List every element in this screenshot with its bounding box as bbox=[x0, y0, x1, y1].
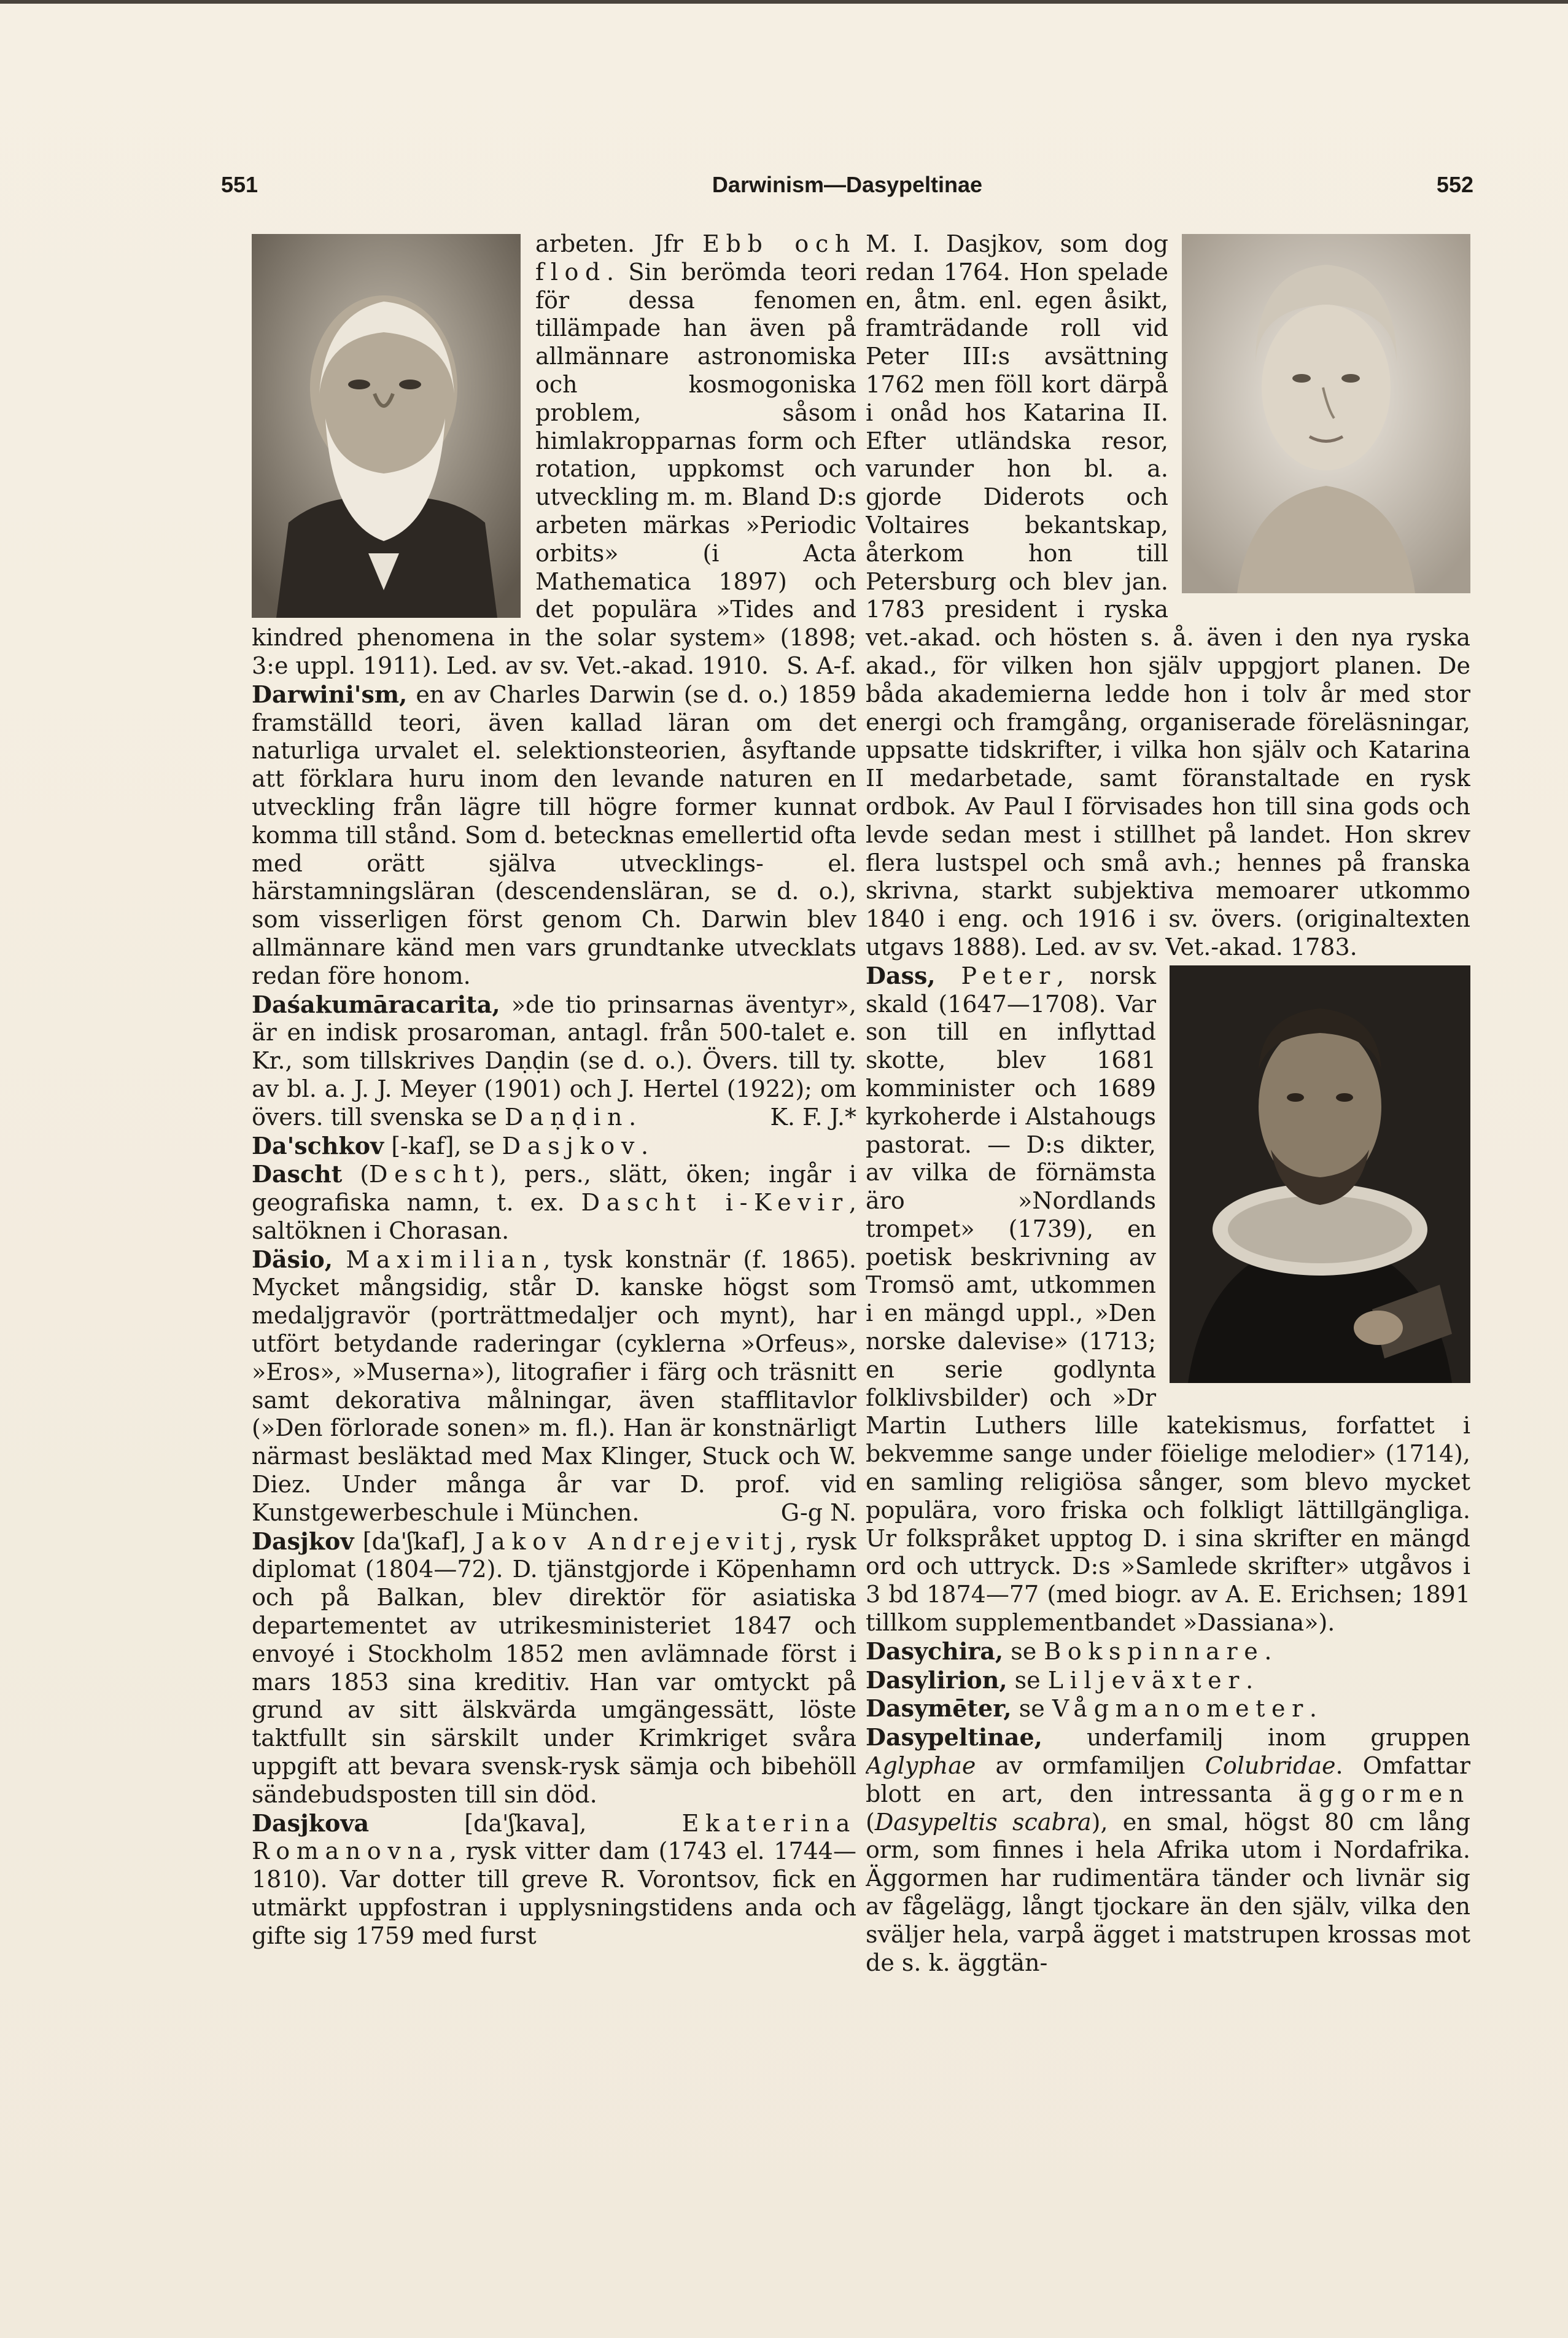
entry-dasypeltinae: Dasypeltinae, underfamilj inom gruppen Aglyphae av ormfamiljen Colubridae. Omfattar blott en art, den intressanta äggormen (Dasypeltis scabra), en smal, högst 80 cm lång orm, som finnes i hela Afrika utom i Nordafrika. Äggormen har rudimentära tänder och livnär sig av fågelägg, långt tjockare än den själv, vilka den sväljer hela, varpå ägget i matstrupen krossas mot de s. k. äggtän- bbox=[866, 1723, 1470, 1976]
headword: Dasylirion, bbox=[866, 1666, 1007, 1694]
entry-daschkov: Da'schkov [-kaf], se Dasjkov. bbox=[252, 1131, 649, 1159]
entry-dasymeter: Dasymēter, se Vågmanometer. bbox=[866, 1694, 1318, 1723]
entry-dasakumaracarita: Daśakumāracarita, »de tio prinsarnas äventyr», är en indisk prosaroman, antagl. från 500-talet e. Kr., som tillskrives Daṇḍin (se d. o.). Övers. till ty. av bl. a. J. J. Meyer (1901) och J. Hertel (1922); om övers. till svenska se Daṇḍin. K. F. J.* bbox=[252, 990, 856, 1131]
top-edge-rule bbox=[0, 0, 1568, 4]
entry-dasjkova: Dasjkova [da'ʃkava], Ekaterina Romanovna, rysk vitter dam (1743 el. 1744—1810). Var dotter till greve R. Vorontsov, fick en utmärkt uppfostran i upplysningstidens anda och gifte sig 1759 med furst bbox=[252, 1809, 856, 1949]
entry-dascht: Dascht (Descht), pers., slätt, öken; ingår i geografiska namn, t. ex. Dascht i-Kevir, saltöknen i Chorasan. bbox=[252, 1160, 856, 1244]
portrait-elderly-bearded-man bbox=[252, 234, 521, 618]
signature: S. A-f. bbox=[786, 652, 856, 679]
headword: Dascht bbox=[252, 1160, 343, 1188]
headword: Daśakumāracarita, bbox=[252, 990, 500, 1018]
portrait-woman-dasjkova bbox=[1182, 234, 1470, 593]
cross-reference: Bokspinnare bbox=[1044, 1637, 1265, 1665]
entry-dasjkov: Dasjkov [da'ʃkaf], Jakov Andrejevitj, rysk diplomat (1804—72). D. tjänstgjorde i Köpenhamn och på Balkan, blev direktör för asiatiska departementet av utrikesministeriet 1847 och envoyé i Stockholm 1852 men avlämnade först i mars 1853 sina kreditiv. Han var omtyckt på grund av sitt älskvärda umgängessätt, löste taktfullt sin särskilt under Krimkriget svåra uppgift att bevara svensk-rysk sämja och bibehöll sändebudsposten till sin död. bbox=[252, 1527, 856, 1808]
entry-continuation-dasjkova: M. I. Dasjkov, som dog redan 1764. Hon spelade en, åtm. enl. egen åsikt, framträdande roll vid Peter III:s avsättning 1762 men föll kort därpå i onåd hos Katarina II. Efter utländska resor, varunder hon bl. a. gjorde Diderots och Voltaires bekantskap, återkom hon till Petersburg och blev jan. 1783 president i ryska vet.-akad. och hösten s. å. även i den nya ryska akad., för vilken hon själv uppgjort planen. De båda akademierna ledde hon i tolv år med stor energi och framgång, organiserade föreläsningar, uppsatte tidskrifter, i vilka hon själv och Katarina II medarbetade, samt föranstaltade en rysk ordbok. Av Paul I förvisades hon till sina gods och levde sedan mest i stillhet på landet. Hon skrev flera lustspel och små avh.; hennes på franska skrivna, starkt subjektiva memoarer utkommo 1840 i eng. och 1916 i sv. övers. (originaltexten utgavs 1888). Led. av sv. Vet.-akad. 1783. bbox=[866, 230, 1470, 961]
headword: Dasjkova bbox=[252, 1809, 370, 1837]
cross-reference: Daṇḍin bbox=[504, 1103, 629, 1131]
page-number-right: 552 bbox=[1436, 172, 1473, 197]
running-title: Darwinism—Dasypeltinae bbox=[712, 172, 983, 197]
left-column bbox=[252, 230, 856, 2257]
headword: Dasjkov bbox=[252, 1527, 354, 1555]
entry-dass: Dass, Peter , norsk skald (1647—1708). Var son till en inflyttad skotte, blev 1681 komminister och 1689 kyrkoherde i Alstahougs pastorat. — D:s dikter, av vilka de förnämsta äro »Nordlands trompet» (1739), en poetisk beskrivning av Tromsö amt, utkommen i en mängd uppl., »Den norske dalevise» (1713; en serie godlynta folklivsbilder) och »Dr Martin Luthers lille katekismus, forfattet i bekvemme sange under föielige melodier» (1714), en samling religiösa sånger, som blevo mycket populära, voro friska och folkligt lättillgängliga. Ur folkspråket upptog D. i sina skrifter en mängd ord och uttryck. D:s »Samlede skrifter» utgåvos i 3 bd 1874—77 (med biogr. av A. E. Erichsen; 1891 tillkom supplementbandet »Dassiana»). bbox=[866, 961, 1470, 1637]
entry-dasylirion: Dasylirion, se Liljeväxter. bbox=[866, 1666, 1254, 1694]
headword: Dass, bbox=[866, 961, 936, 989]
entry-continuation-darwin: arbeten. Jfr Ebb och flod. Sin berömda teori för dessa fenomen tillämpade han även på allmännare astronomiska och kosmogoniska problem, såsom himlakropparnas form och rotation, uppkomst och utveckling m. m. Bland D:s arbeten märkas »Periodic orbits» (i Acta Mathematica 1897) och det populära »Tides and kindred phenomena in the solar system» (1898; 3:e uppl. 1911). Led. av sv. Vet.-akad. 1910. S. A-f. bbox=[252, 230, 856, 679]
cross-reference: Liljeväxter bbox=[1047, 1666, 1246, 1694]
page-number-left: 551 bbox=[221, 172, 258, 197]
cross-reference: Vågmanometer bbox=[1052, 1695, 1310, 1723]
signature: G-g N. bbox=[780, 1498, 856, 1526]
headword: Da'schkov bbox=[252, 1131, 384, 1159]
entry-dasychira: Dasychira, se Bokspinnare. bbox=[866, 1637, 1272, 1665]
headword: Dasychira, bbox=[866, 1637, 1004, 1665]
cross-reference: Dasjkov bbox=[502, 1132, 641, 1159]
page-header bbox=[221, 172, 1473, 215]
headword: Dasypeltinae, bbox=[866, 1723, 1042, 1752]
signature: K. F. J.* bbox=[770, 1103, 856, 1131]
entry-darwinism: Darwini'sm, en av Charles Darwin (se d. o.) 1859 framställd teori, även kallad läran om det naturliga urvalet el. selektionsteorien, åsyftande att förklara huru inom den levande naturen en utveckling från lägre till högre former kunnat komma till stånd. Som d. betecknas emellertid ofta med orätt själva utvecklings- el. härstamningsläran (descendensläran, se d. o.), som visserligen först genom Ch. Darwin blev allmännare känd men vars grundtanke utvecklats redan före honom. bbox=[252, 680, 856, 989]
right-column bbox=[866, 230, 1470, 2257]
portrait-man-dass bbox=[1170, 965, 1470, 1383]
headword: Däsio, bbox=[252, 1245, 333, 1273]
headword: Dasymēter, bbox=[866, 1694, 1012, 1723]
headword: Darwini'sm, bbox=[252, 680, 408, 708]
entry-dasio: Däsio, Maximilian, tysk konstnär (f. 1865). Mycket mångsidig, står D. kanske högst som medaljgravör (porträttmedaljer och mynt), har utfört betydande raderingar (cyklerna »Orfeus», »Eros», »Muserna»), litografier i färg och träsnitt samt dekorativa målningar, även stafflitavlor (»Den förlorade sonen» m. fl.). Han är konstnärligt närmast besläktad med Max Klinger, Stuck och W. Diez. Under många år var D. prof. vid Kunstgewerbeschule i München. G-g N. bbox=[252, 1245, 856, 1526]
